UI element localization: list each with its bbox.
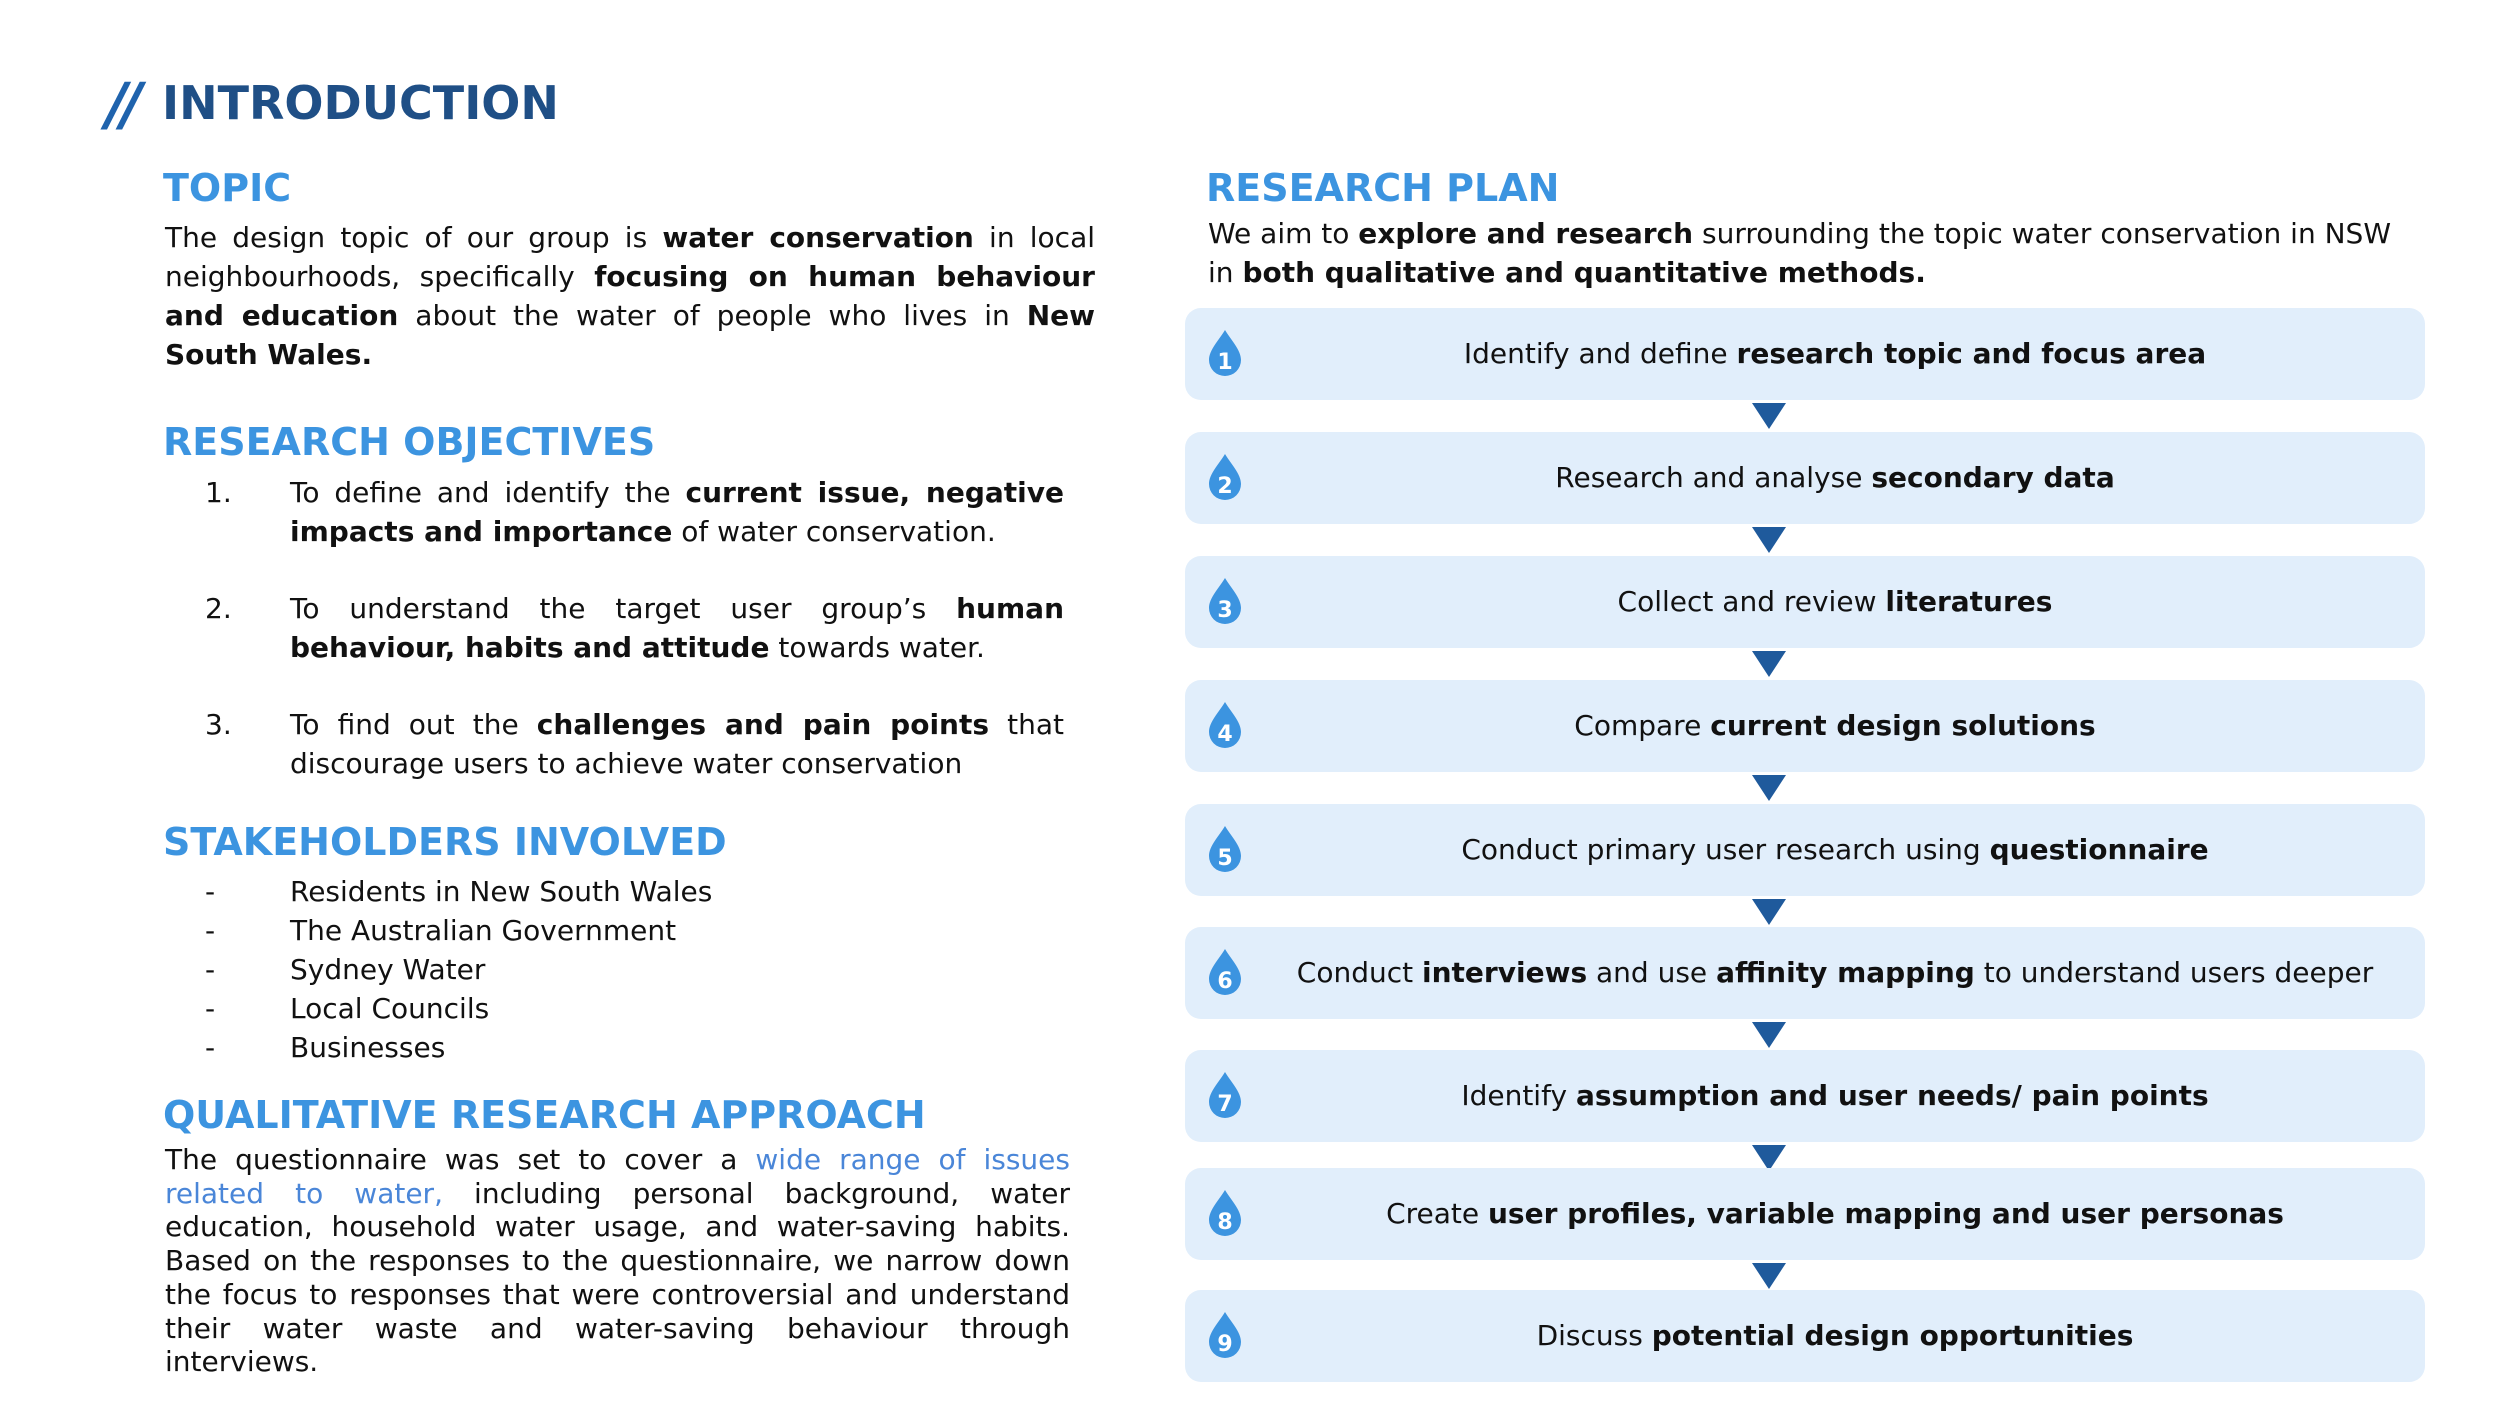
title-slashes: //: [106, 70, 137, 138]
flow-arrow-icon: [1752, 1022, 1786, 1048]
topic-heading: TOPIC: [163, 166, 292, 210]
step-number: 9: [1217, 1332, 1233, 1357]
flow-arrow-icon: [1752, 899, 1786, 925]
research-step-5: [1185, 804, 2425, 896]
research-step-1: [1185, 308, 2425, 400]
stakeholders-heading: STAKEHOLDERS INVOLVED: [163, 820, 727, 864]
step-label: Create user profiles, variable mapping and user personas: [1386, 1197, 2284, 1230]
step-label: Identify and define research topic and focus area: [1463, 337, 2207, 370]
step-label: Research and analyse secondary data: [1555, 461, 2115, 494]
objective-text: To define and identify the current issue, negative impacts and importance of water conservation.: [290, 476, 1065, 548]
step-number: 8: [1217, 1210, 1233, 1235]
list-dash: -: [205, 992, 216, 1025]
step-label: Conduct interviews and use affinity mapping to understand users deeper: [1296, 956, 2374, 989]
research-step-2: [1185, 432, 2425, 524]
research-step-4: [1185, 680, 2425, 772]
flow-arrow-icon: [1752, 527, 1786, 553]
flow-arrow-icon: [1752, 775, 1786, 801]
step-label: Discuss potential design opportunities: [1536, 1319, 2134, 1352]
research-plan-intro: We aim to explore and research surrounding the topic water conservation in NSW in both qualitative and quantitative methods.: [1208, 217, 2392, 289]
step-label: Compare current design solutions: [1574, 709, 2096, 742]
step-number: 6: [1217, 969, 1233, 994]
qualitative-paragraph: The questionnaire was set to cover a wide range of issues related to water, including personal background, water education, household water usage, and water-saving habits. Based on the responses to the questionnaire, we narrow down the focus to responses that were controversial and understand their water waste and water-saving behaviour through interviews.: [165, 1143, 1070, 1379]
water-drop-icon: [1205, 700, 1245, 750]
research-step-6: [1185, 927, 2425, 1019]
objectives-heading: RESEARCH OBJECTIVES: [163, 420, 656, 464]
list-dash: -: [205, 875, 216, 908]
step-number: 2: [1217, 474, 1233, 499]
water-drop-icon: [1205, 1310, 1245, 1360]
water-drop-icon: [1205, 1070, 1245, 1120]
water-drop-icon: [1205, 1188, 1245, 1238]
research-step-3: [1185, 556, 2425, 648]
flow-arrow-icon: [1752, 403, 1786, 429]
page-title: INTRODUCTION: [162, 76, 559, 130]
research-step-7: [1185, 1050, 2425, 1142]
step-number: 3: [1217, 598, 1233, 623]
objective-text: To understand the target user group’s human behaviour, habits and attitude towards water.: [290, 592, 1064, 664]
research-step-8: [1185, 1168, 2425, 1260]
water-drop-icon: [1205, 328, 1245, 378]
qualitative-heading: QUALITATIVE RESEARCH APPROACH: [163, 1093, 926, 1137]
flow-arrow-icon: [1752, 1263, 1786, 1289]
topic-paragraph: The design topic of our group is water conservation in local neighbourhoods, specifically focusing on human behaviour and education about the water of people who lives in New South Wales.: [165, 221, 1096, 371]
step-number: 1: [1217, 350, 1233, 375]
step-number: 7: [1217, 1092, 1233, 1117]
water-drop-icon: [1205, 824, 1245, 874]
step-label: Identify assumption and user needs/ pain points: [1461, 1079, 2209, 1112]
objective-number: 2.: [205, 592, 232, 625]
list-dash: -: [205, 914, 216, 947]
water-drop-icon: [1205, 452, 1245, 502]
objective-number: 1.: [205, 476, 232, 509]
step-label: Conduct primary user research using questionnaire: [1461, 833, 2209, 866]
research-step-9: [1185, 1290, 2425, 1382]
list-dash: -: [205, 1031, 216, 1064]
water-drop-icon: [1205, 947, 1245, 997]
step-label: Collect and review literatures: [1617, 585, 2053, 618]
water-drop-icon: [1205, 576, 1245, 626]
objective-number: 3.: [205, 708, 232, 741]
step-number: 5: [1217, 846, 1233, 871]
list-dash: -: [205, 953, 216, 986]
flow-arrow-icon: [1752, 651, 1786, 677]
step-number: 4: [1217, 722, 1233, 747]
objective-text: To find out the challenges and pain points that discourage users to achieve water conservation: [290, 708, 1064, 780]
research-plan-heading: RESEARCH PLAN: [1206, 166, 1560, 210]
